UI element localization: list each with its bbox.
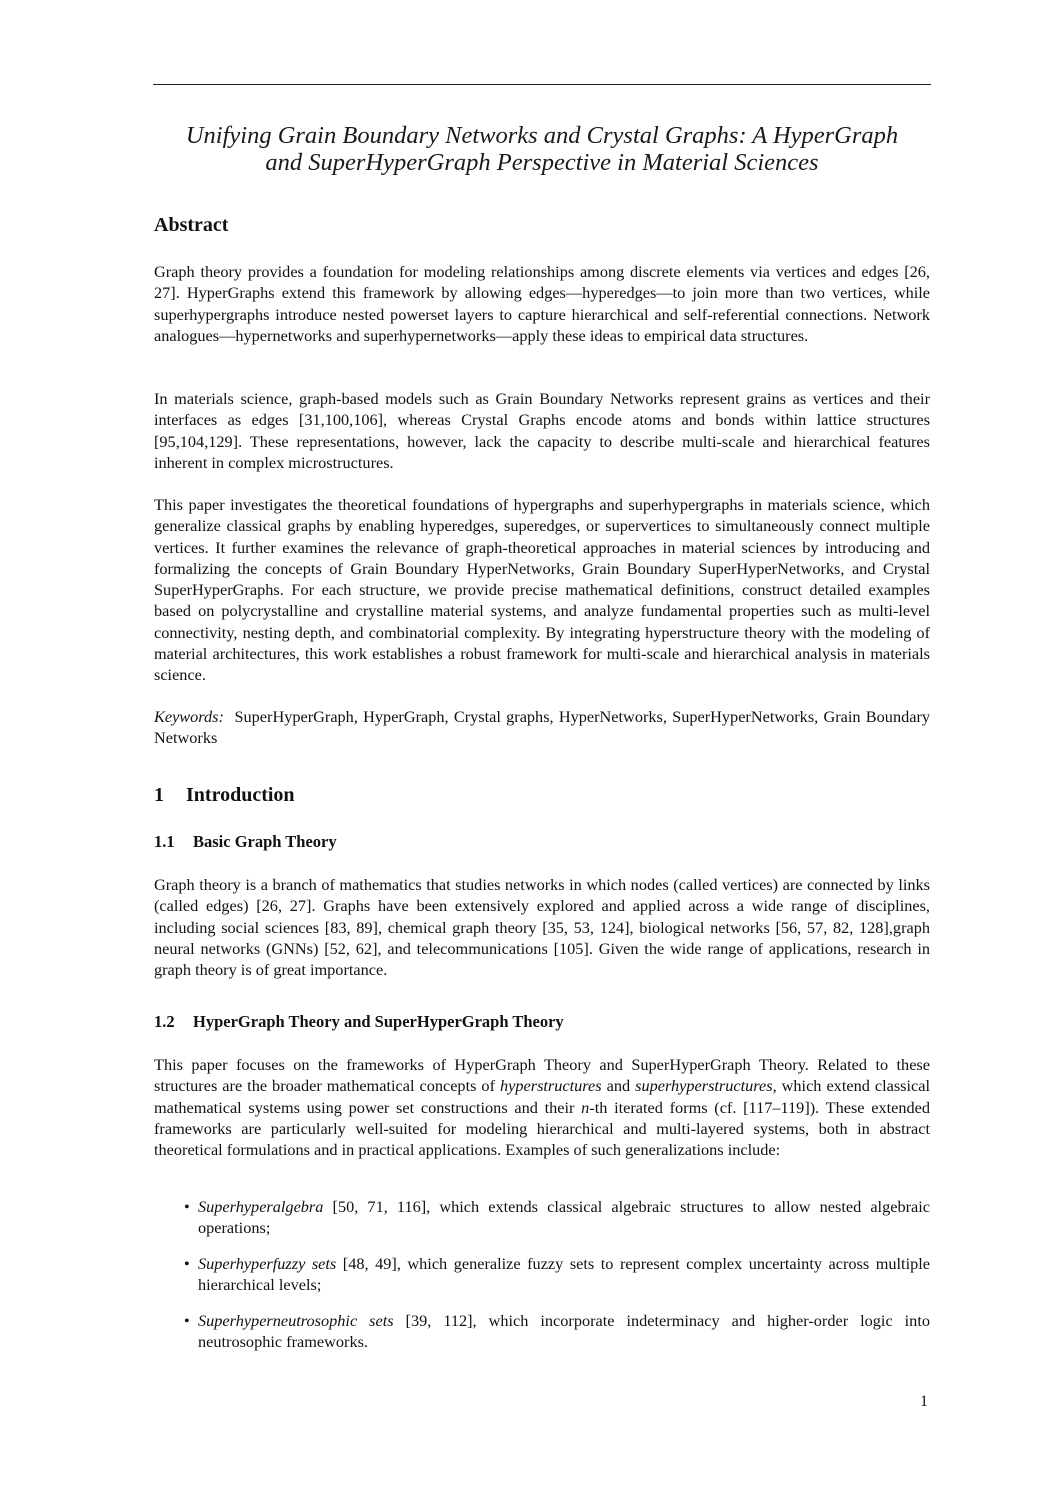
section-number: 1 (154, 784, 164, 806)
list-item-term: Superhyperfuzzy sets (198, 1254, 337, 1274)
list-item-text: [48, 49], which generalize fuzzy sets to represent complex uncertainty across multiple hierarchical levels; (198, 1254, 930, 1295)
text-run: -th iterated forms (cf. [117–119]). These extended frameworks are particularly well-suited for modeling hierarchical and multi-layered systems, both in abstract theoretical formulations and in practical applications. Examples of such generalizations include: (154, 1097, 930, 1160)
basic-graph-theory-paragraph: Graph theory is a branch of mathematics that studies networks in which nodes (called vertices) are connected by links (called edges) [26, 27]. Graphs have been extensively explored and applied across a wide range of disciplines, including social sciences [83, 89], chemical graph theory [35, 53, 124], biological networks [56, 57, 82, 128],graph neural networks (GNNs) [52, 62], and telecommunications [105]. Given the wide range of applications, research in graph theory is of great importance. (154, 875, 930, 980)
list-item-text: [39, 112], which incorporate indeterminacy and higher-order logic into neutrosophic frameworks. (198, 1311, 930, 1352)
generalizations-list (154, 1196, 930, 1367)
list-item-text: [50, 71, 116], which extends classical algebraic structures to allow nested algebraic operations; (198, 1197, 930, 1238)
abstract-paragraph-2: In materials science, graph-based models such as Grain Boundary Networks represent grains as vertices and their interfaces as edges [31,100,106], whereas Crystal Graphs encode atoms and bonds within lattice structures [95,104,129]. These representations, however, lack the capacity to describe multi-scale and hierarchical features inherent in complex microstructures. (154, 389, 930, 472)
term-hyperstructures: hyperstructures (500, 1076, 602, 1096)
paper-title (153, 122, 931, 176)
text-run: This paper focuses on the frameworks of HyperGraph Theory and SuperHyperGraph Theory. Related to these structures are the broader mathematical concepts of (154, 1055, 930, 1096)
section-heading-introduction (154, 784, 295, 807)
subsection-heading-basic-graph-theory (154, 832, 337, 852)
title-line-1: Unifying Grain Boundary Networks and Crystal Graphs: A HyperGraph (185, 122, 899, 149)
abstract-heading: Abstract (154, 214, 229, 236)
list-item (154, 1310, 930, 1353)
subsection-heading-hypergraph-theory (154, 1012, 564, 1032)
term-n: n (581, 1097, 590, 1117)
subsection-title: Basic Graph Theory (193, 832, 337, 851)
text-run: and (601, 1076, 636, 1096)
bullet-icon: • (184, 1254, 190, 1274)
term-superhyperstructures: superhyperstructures (635, 1076, 773, 1096)
list-item (154, 1196, 930, 1239)
list-item (154, 1253, 930, 1296)
keywords-label: Keywords: (154, 707, 224, 726)
title-line-2: and SuperHyperGraph Perspective in Material Sciences (265, 149, 819, 176)
page-number: 1 (920, 1393, 928, 1410)
subsection-title: HyperGraph Theory and SuperHyperGraph Theory (193, 1012, 564, 1031)
text-run: , which extend classical mathematical systems using power set constructions and their (154, 1076, 930, 1117)
abstract-paragraph-1: Graph theory provides a foundation for modeling relationships among discrete elements via vertices and edges [26, 27]. HyperGraphs extend this framework by allowing edges—hyperedges—to join more than two vertices, while superhypergraphs introduce nested powerset layers to capture hierarchical and self-referential connections. Network analogues—hypernetworks and superhypernetworks—apply these ideas to empirical data structures. (154, 262, 930, 345)
abstract-paragraph-3: This paper investigates the theoretical foundations of hypergraphs and superhypergraphs in materials science, which generalize classical graphs by enabling hyperedges, superedges, or supervertices to simultaneously connect multiple vertices. It further examines the relevance of graph-theoretical approaches in material sciences by introducing and formalizing the concepts of Grain Boundary HyperNetworks, Grain Boundary SuperHyperNetworks, and Crystal SuperHyperGraphs. For each structure, we provide precise mathematical definitions, construct detailed examples based on polycrystalline and crystalline material systems, and analyze fundamental properties such as multi-level connectivity, nesting depth, and combinatorial complexity. By integrating hyperstructure theory with the modeling of material architectures, this work establishes a robust framework for multi-scale and hierarchical analysis in materials science. (154, 495, 930, 685)
keywords-list: SuperHyperGraph, HyperGraph, Crystal graphs, HyperNetworks, SuperHyperNetworks, Grain Boundary Networks (154, 707, 931, 748)
hypergraph-theory-paragraph (154, 1054, 930, 1160)
bullet-icon: • (184, 1311, 190, 1331)
bullet-icon: • (184, 1197, 190, 1216)
keywords (154, 706, 930, 749)
list-item-term: Superhyperalgebra (198, 1197, 324, 1216)
list-item-term: Superhyperneutrosophic sets (198, 1311, 394, 1331)
subsection-number: 1.1 (154, 832, 175, 851)
section-title: Introduction (186, 784, 295, 806)
header-rule (153, 84, 931, 85)
subsection-number: 1.2 (154, 1012, 175, 1031)
